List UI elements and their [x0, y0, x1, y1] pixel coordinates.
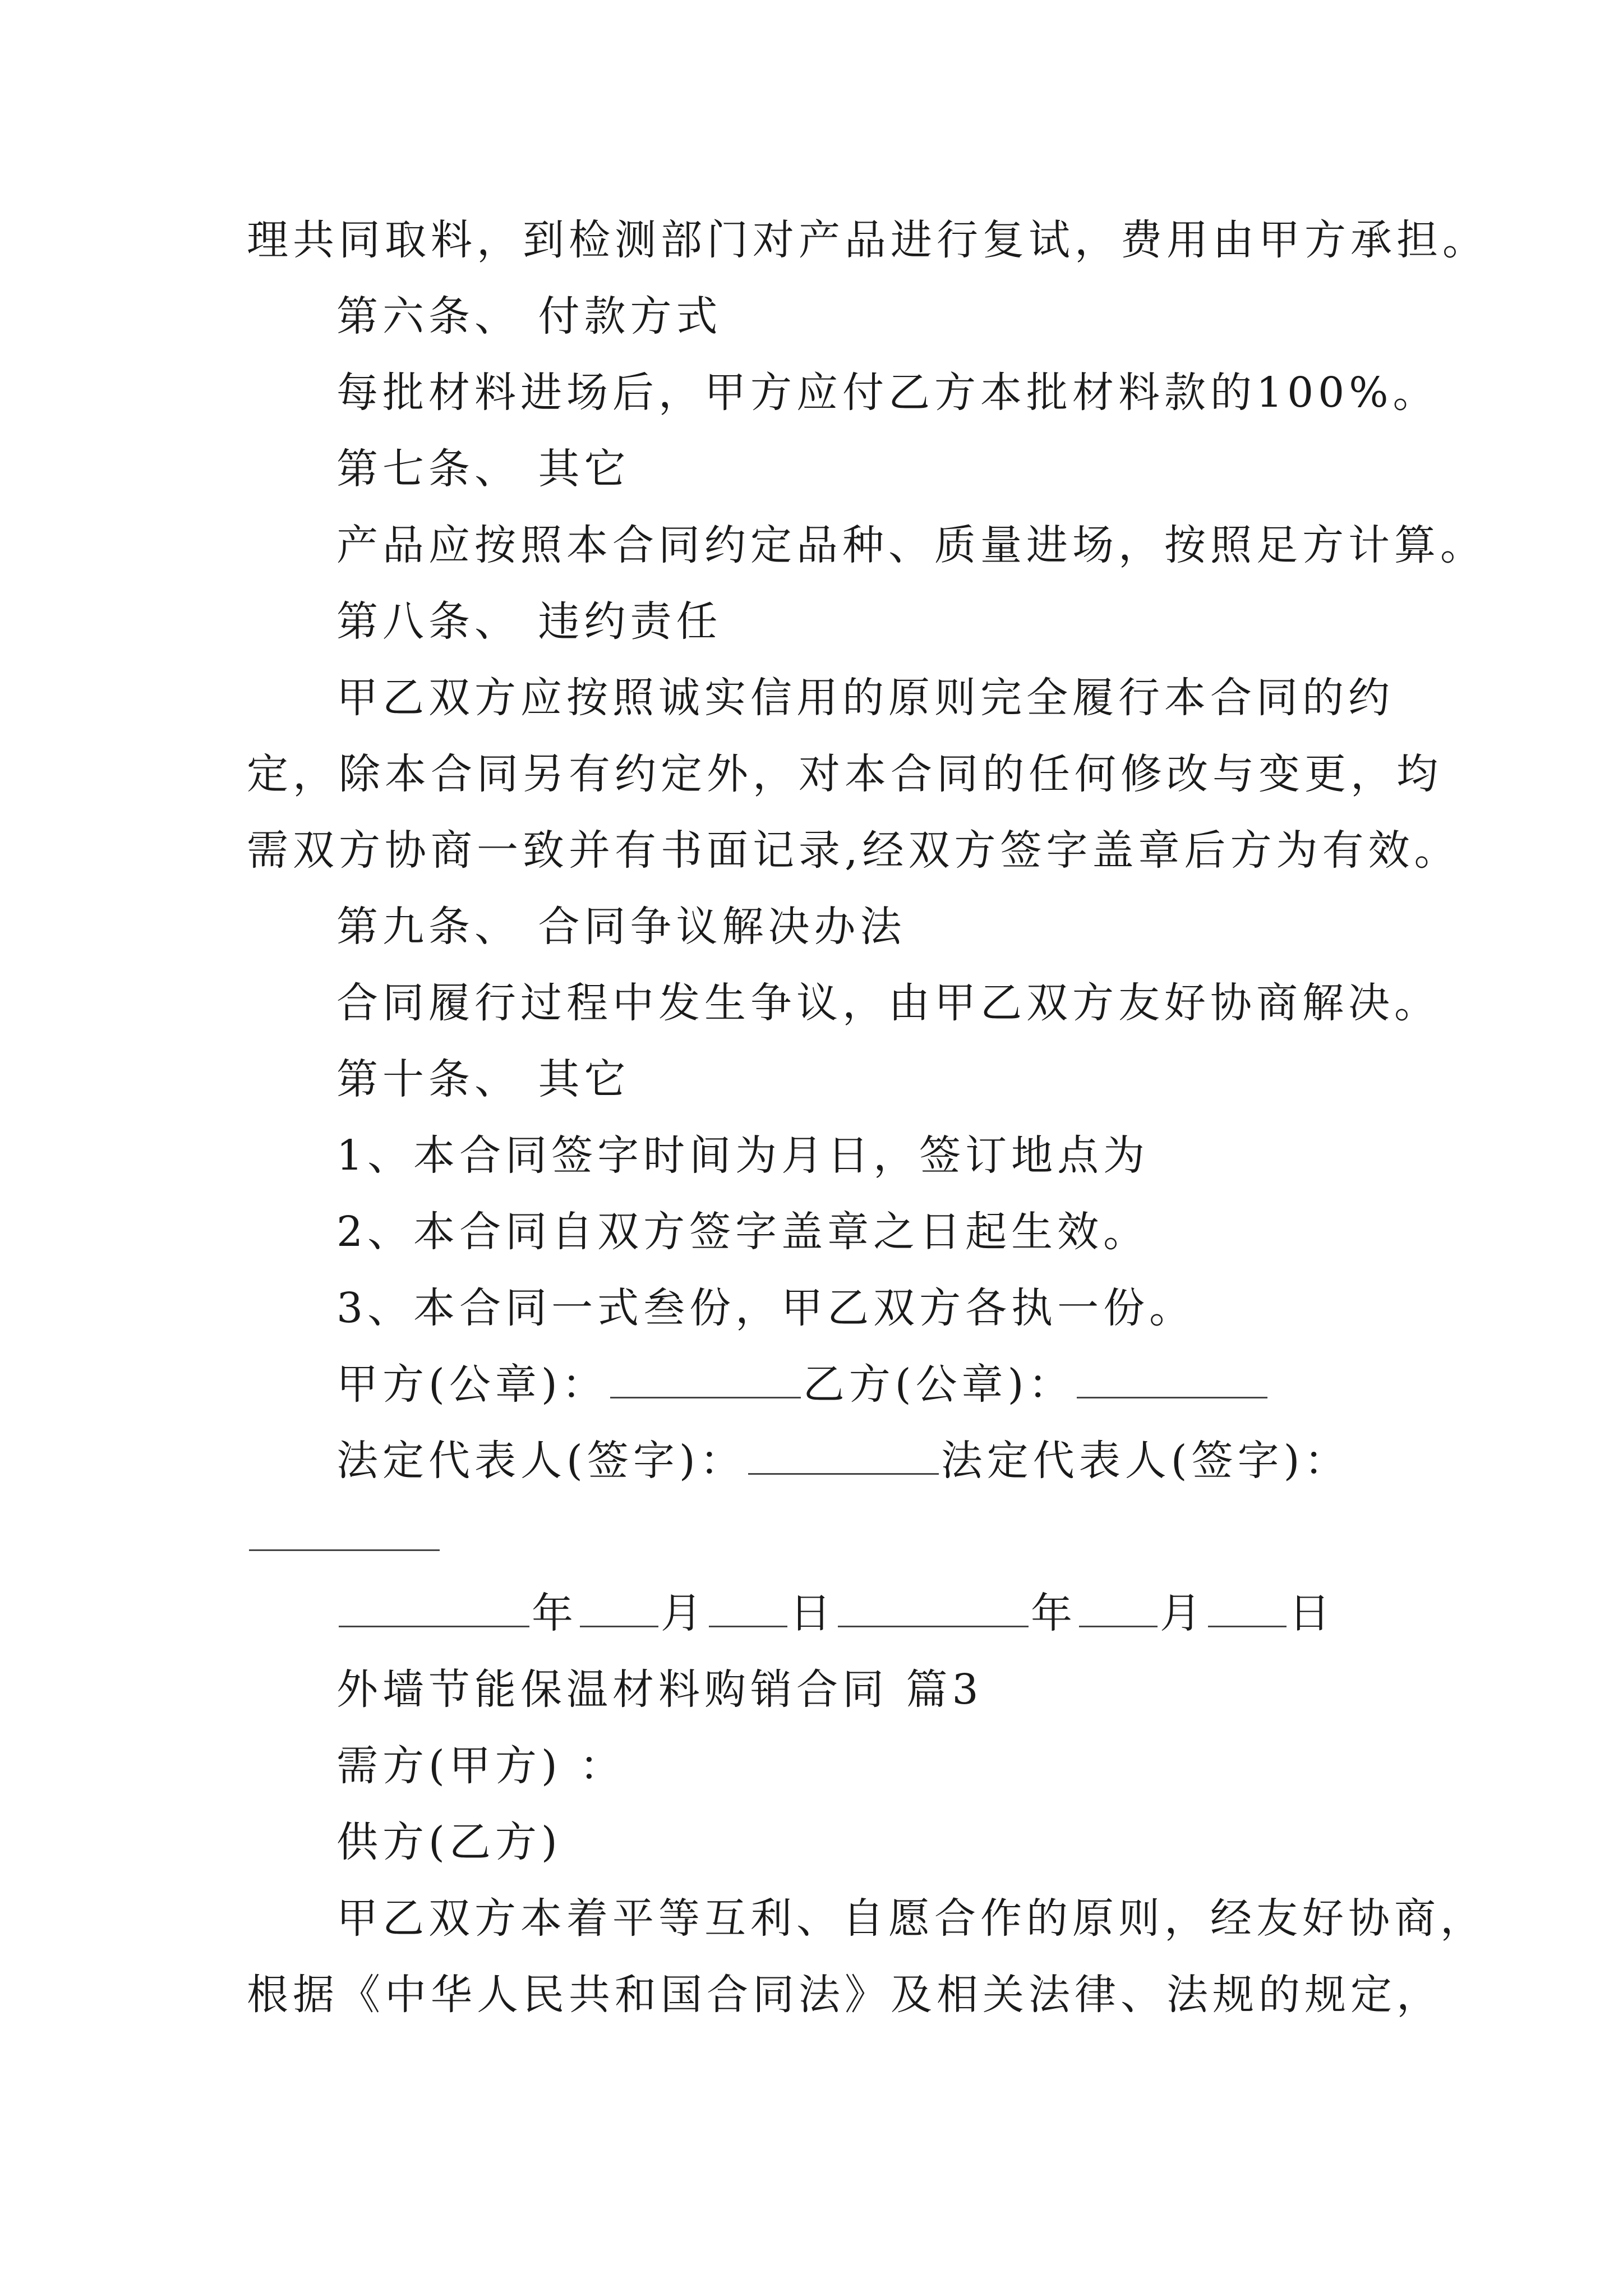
article-7-heading: 第七条、 其它: [336, 445, 630, 493]
paragraph-line: 定，除本合同另有约定外，对本合同的任何修改与变更，均: [247, 750, 1442, 798]
date-line: [247, 1575, 1391, 1651]
year-label-a: 年: [532, 1589, 578, 1637]
month-label-a: 月: [661, 1589, 707, 1637]
rep-a-blank: [748, 1439, 939, 1475]
year-label-b: 年: [1031, 1589, 1077, 1637]
paragraph-line: 甲乙双方本着平等互利、自愿合作的原则，经友好协商，: [336, 1894, 1486, 1943]
day-blank-a: [709, 1592, 787, 1627]
seller-line: 供方(乙方): [336, 1818, 562, 1866]
section-3-title: 外墙节能保温材料购销合同 篇3: [336, 1665, 983, 1714]
year-blank-b: [838, 1592, 1029, 1627]
party-a-seal-label: 甲方(公章)：: [336, 1360, 608, 1409]
paragraph-line: 根据《中华人民共和国合同法》及相关法律、法规的规定，: [247, 1971, 1442, 2019]
month-label-b: 月: [1160, 1589, 1206, 1637]
article-9-heading: 第九条、 合同争议解决办法: [336, 903, 906, 951]
day-label-b: 日: [1289, 1589, 1335, 1637]
paragraph-line: 每批材料进场后，甲方应付乙方本批材料款的100%。: [336, 369, 1439, 417]
paragraph-line: 需双方协商一致并有书面记录,经双方签字盖章后方为有效。: [247, 826, 1460, 875]
paragraph-line: 理共同取料，到检测部门对产品进行复试，费用由甲方承担。: [247, 216, 1488, 264]
rep-b-blank-line: [247, 1499, 1391, 1575]
day-label-a: 日: [790, 1589, 836, 1637]
year-blank-a: [339, 1592, 529, 1627]
party-b-seal-blank: [1077, 1363, 1267, 1398]
representative-line: [247, 1423, 1391, 1499]
clause-item: 1、本合同签字时间为月日，签订地点为: [336, 1131, 1150, 1180]
buyer-line: 需方(甲方) ：: [336, 1742, 626, 1790]
party-a-seal-blank: [610, 1363, 801, 1398]
rep-b-blank: [249, 1516, 440, 1551]
article-10-heading: 第十条、 其它: [336, 1055, 630, 1103]
clause-item: 2、本合同自双方签字盖章之日起生效。: [336, 1208, 1150, 1256]
month-blank-b: [1079, 1592, 1158, 1627]
day-blank-b: [1208, 1592, 1287, 1627]
document-page: [247, 202, 1488, 2033]
paragraph-line: 合同履行过程中发生争议，由甲乙双方友好协商解决。: [336, 979, 1440, 1027]
paragraph-line: 产品应按照本合同约定品种、质量进场，按照足方计算。: [336, 521, 1486, 569]
month-blank-a: [580, 1592, 658, 1627]
article-8-heading: 第八条、 违约责任: [336, 597, 722, 646]
article-6-heading: 第六条、 付款方式: [336, 292, 722, 341]
clause-item: 3、本合同一式叁份，甲乙双方各执一份。: [336, 1284, 1196, 1332]
seal-line: [247, 1346, 1391, 1423]
rep-a-label: 法定代表人(签字)：: [336, 1437, 746, 1485]
rep-b-label: 法定代表人(签字)：: [940, 1437, 1350, 1485]
party-b-seal-label: 乙方(公章)：: [803, 1360, 1075, 1409]
paragraph-line: 甲乙双方应按照诚实信用的原则完全履行本合同的约: [336, 674, 1394, 722]
